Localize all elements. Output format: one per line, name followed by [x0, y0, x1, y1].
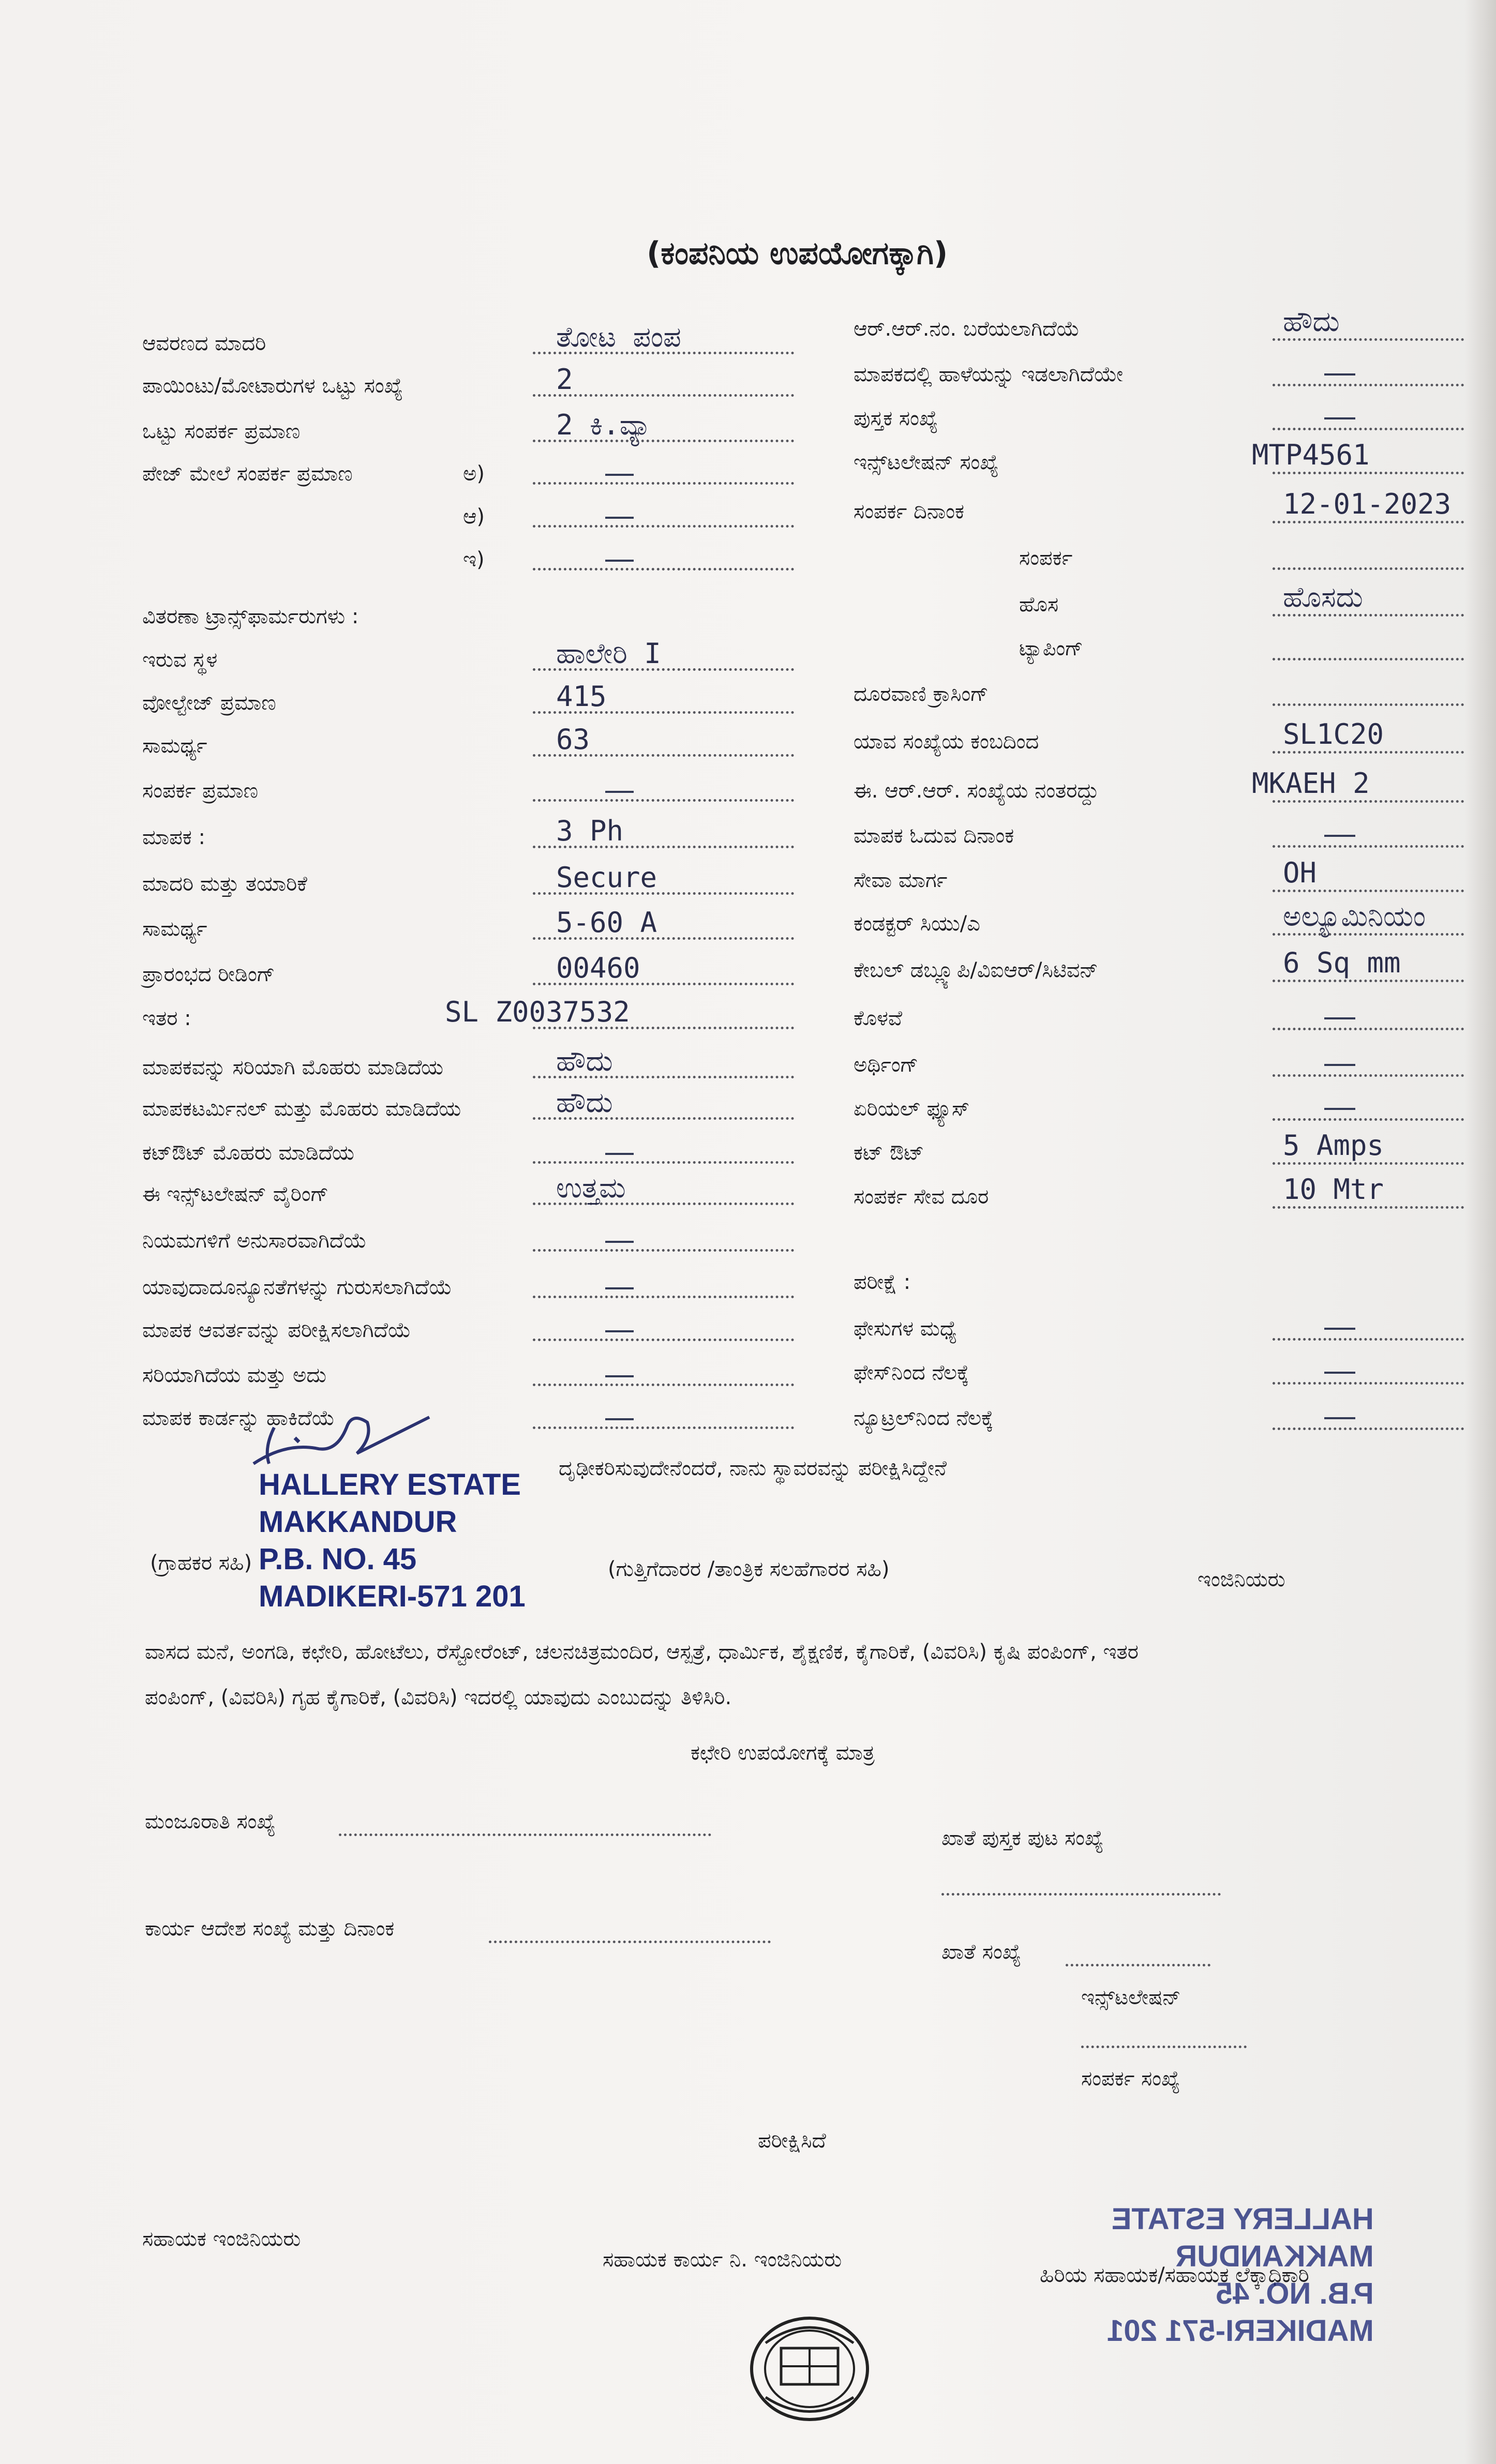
office-use-heading: ಕಛೇರಿ ಉಪಯೋಗಕ್ಕೆ ಮಾತ್ರ	[691, 1741, 875, 1765]
blank-dash	[605, 1241, 634, 1243]
blank-dash	[605, 560, 634, 562]
fill-line	[1273, 338, 1464, 341]
field-label: ಪುಸ್ತಕ ಸಂಖ್ಯೆ	[854, 407, 938, 430]
blank-dash	[605, 517, 634, 519]
field-label: ಸಂಪರ್ಕ ಸೇವ ದೂರ	[854, 1185, 989, 1209]
field-label: ಟ್ಯಾಪಿಂಗ್	[1019, 637, 1083, 660]
sub-item-label: ಆ)	[463, 505, 485, 529]
blank-dash	[1324, 1064, 1355, 1066]
field-label: ಮಾಪಕ :	[142, 825, 205, 849]
blank-dash	[1324, 1108, 1355, 1110]
handwritten-value: 5 Amps	[1283, 1129, 1384, 1162]
field-label: ಮಾದರಿ ಮತ್ತು ತಯಾರಿಕೆ	[142, 872, 307, 896]
fill-line	[1273, 890, 1464, 892]
blank-dash	[1324, 1328, 1355, 1330]
field-label: ಏರಿಯಲ್ ಫ್ಯೂಸ್	[854, 1097, 970, 1121]
account-book-page-label: ಖಾತೆ ಪುಸ್ತಕ ಪುಟ ಸಂಖ್ಯೆ	[941, 1826, 1104, 1850]
fill-line	[1273, 933, 1464, 936]
stamp-line: HALLERY ESTATE	[1111, 2202, 1374, 2236]
fill-line	[1273, 751, 1464, 754]
fill-line	[1273, 1074, 1464, 1077]
fill-line	[533, 1161, 794, 1164]
field-label: ಸಾಮರ್ಥ್ಯ	[142, 734, 207, 758]
handwritten-value: 12-01-2023	[1283, 488, 1452, 520]
fill-line	[1273, 1118, 1464, 1121]
blank-dash	[605, 1330, 634, 1332]
usage-type-text-line1: ವಾಸದ ಮನೆ, ಅಂಗಡಿ, ಕಛೇರಿ, ಹೋಟೆಲು, ರೆಸ್ಟೋರೆಂಟ್, ಚಲನಚಿತ್ರಮಂದಿರ, ಆಸ್ಪತ್ರೆ, ಧಾರ್ಮಿಕ, ಶೈಕ್ಷಣಿಕ, ಕೈಗಾರಿಕೆ, (ವಿವರಿಸಿ) ಕೃಷಿ ಪಂಪಿಂಗ್, ಇತರ	[145, 1640, 1139, 1664]
blank-dash	[1324, 1017, 1355, 1019]
installation-line	[1081, 2046, 1247, 2048]
field-label: ಆರ್.ಆರ್.ನಂ. ಬರೆಯಲಾಗಿದೆಯೆ	[854, 317, 1080, 341]
fill-line	[533, 568, 794, 570]
blank-dash	[1324, 1372, 1355, 1374]
blank-dash	[1324, 1417, 1355, 1419]
customer-signature-label: (ಗ್ರಾಹಕರ ಸಹಿ)	[150, 1551, 252, 1575]
account-number-label: ಖಾತೆ ಸಂಖ್ಯೆ	[941, 1940, 1021, 1964]
blank-dash	[1324, 417, 1355, 419]
field-label: ಕೊಳವೆ	[854, 1006, 903, 1030]
fill-line	[533, 1296, 794, 1298]
assistant-engineer-label: ಸಹಾಯಕ ಇಂಜಿನಿಯರು	[142, 2227, 301, 2251]
fill-line	[1273, 1162, 1464, 1165]
estate-stamp-right	[1107, 2201, 1374, 2350]
handwritten-value: ಹೌದು	[556, 1086, 613, 1119]
handwritten-value: ಉತ್ತಮ	[556, 1171, 626, 1204]
field-label: ನ್ಯೂಟ್ರಲ್‌ನಿಂದ ನೆಲಕ್ಕೆ	[854, 1406, 994, 1430]
handwritten-value: ಹೌದು	[556, 1045, 613, 1077]
company-emblem-icon	[745, 2312, 874, 2426]
handwritten-value: 415	[556, 680, 607, 713]
handwritten-value: OH	[1283, 857, 1317, 889]
fill-line	[533, 1249, 794, 1252]
blank-dash	[1324, 373, 1355, 375]
fill-line	[1273, 521, 1464, 523]
handwritten-value: Secure	[556, 861, 657, 894]
account-book-page-line	[941, 1893, 1221, 1896]
account-number-line	[1066, 1964, 1210, 1966]
blank-dash	[605, 1375, 634, 1377]
field-label: ಆವರಣದ ಮಾದರಿ	[142, 332, 266, 355]
field-label: ಪಾಯಿಂಟು/ಮೋಟಾರುಗಳ ಒಟ್ಟು ಸಂಖ್ಯೆ	[142, 374, 403, 398]
handwritten-value: 00460	[556, 952, 640, 984]
field-label: ಮಾಪಕದಲ್ಲಿ ಹಾಳೆಯನ್ನು ಇಡಲಾಗಿದೆಯೇ	[854, 363, 1124, 386]
handwritten-value: 10 Mtr	[1283, 1173, 1384, 1206]
field-label: ಮಾಪಕ ಓದುವ ದಿನಾಂಕ	[854, 824, 1014, 848]
stamp-line: MADIKERI-571 201	[259, 1580, 526, 1613]
field-label: ಯಾವ ಸಂಖ್ಯೆಯ ಕಂಬದಿಂದ	[854, 730, 1039, 754]
handwritten-value: 5-60 A	[556, 906, 657, 939]
fill-line	[1273, 472, 1464, 474]
field-label: ಫೇಸುಗಳ ಮಧ್ಯೆ	[854, 1317, 957, 1341]
field-label: ನಿಯಮಗಳಿಗೆ ಅನುಸಾರವಾಗಿದೆಯೆ	[142, 1229, 367, 1253]
field-label: ಈ ಇನ್ಸ್‌ಟಲೇಷನ್ ವೈರಿಂಗ್	[142, 1182, 329, 1206]
field-label: ಸರಿಯಾಗಿದೆಯ ಮತ್ತು ಅದು	[142, 1363, 326, 1387]
fill-line	[533, 1339, 794, 1341]
blank-dash	[605, 1418, 634, 1420]
field-label: ಈ. ಆರ್.ಆರ್. ಸಂಖ್ಯೆಯ ನಂತರದ್ದು	[854, 779, 1099, 803]
fill-line	[1273, 567, 1464, 570]
handwritten-value: MTP4561	[1252, 439, 1370, 471]
handwritten-value: 2	[556, 363, 573, 396]
field-label: ಸಾಮರ್ಥ್ಯ	[142, 917, 207, 941]
field-label: ಸೇವಾ ಮಾರ್ಗ	[854, 868, 948, 892]
usage-type-text-line2: ಪಂಪಿಂಗ್, (ವಿವರಿಸಿ) ಗೃಹ ಕೈಗಾರಿಕೆ, (ವಿವರಿಸಿ) ಇದರಲ್ಲಿ ಯಾವುದು ಎಂಬುದನ್ನು ತಿಳಿಸಿರಿ.	[145, 1686, 732, 1709]
form-title: (ಕಂಪನಿಯ ಉಪಯೋಗಕ್ಕಾಗಿ)	[647, 235, 948, 272]
sanction-number-line	[339, 1834, 711, 1836]
sub-item-label: ಅ)	[463, 462, 485, 486]
sub-item-label: ಇ)	[463, 548, 485, 572]
fill-line	[1273, 800, 1464, 803]
field-label: ಸಂಪರ್ಕ	[1019, 546, 1073, 570]
fill-line	[1273, 980, 1464, 982]
contractor-signature-label: (ಗುತ್ತಿಗೆದಾರರ /ತಾಂತ್ರಿಕ ಸಲಹೆಗಾರರ ಸಹಿ)	[608, 1557, 890, 1581]
fill-line	[1273, 703, 1464, 706]
field-label: ಕಂಡಕ್ಟರ್ ಸಿಯು/ಎ	[854, 912, 980, 936]
blank-dash	[605, 1287, 634, 1289]
field-label: ಅರ್ಥಿಂಗ್	[854, 1053, 919, 1077]
engineer-label: ಇಂಜಿನಿಯರು	[1198, 1568, 1285, 1591]
field-label: ಫೇಸ್‌ನಿಂದ ನೆಲಕ್ಕೆ	[854, 1361, 969, 1385]
field-label: ದೂರವಾಣಿ ಕ್ರಾಸಿಂಗ್	[854, 682, 989, 706]
blank-dash	[605, 1153, 634, 1155]
field-label: ಒಟ್ಟು ಸಂಪರ್ಕ ಪ್ರಮಾಣ	[142, 419, 301, 443]
handwritten-value: MKAEH 2	[1252, 767, 1370, 800]
fill-line	[1273, 658, 1464, 660]
fill-line	[1273, 1028, 1464, 1030]
field-label: ಕೇಬಲ್ ಡಬ್ಲ್ಯೂಪಿ/ವಿಐಆರ್/ಸಿಟಿವನ್	[854, 958, 1098, 982]
field-label: ಮಾಪಕ ಕಾರ್ಡನ್ನು ಹಾಕಿದೆಯೆ	[142, 1406, 335, 1430]
checked-label: ಪರೀಕ್ಷಿಸಿದೆ	[758, 2129, 826, 2153]
connection-number-label: ಸಂಪರ್ಕ ಸಂಖ್ಯೆ	[1081, 2067, 1180, 2091]
handwritten-value: SL1C20	[1283, 718, 1384, 750]
stamp-line: MAKKANDUR	[1175, 2240, 1374, 2273]
field-label: ಕಟ್‌ಔಟ್ ಮೊಹರು ಮಾಡಿದೆಯ	[142, 1141, 354, 1165]
senior-accounts-officer-label: ಹಿರಿಯ ಸಹಾಯಕ/ಸಹಾಯಕ ಲೆಕ್ಕಾಧಿಕಾರಿ	[1040, 2263, 1309, 2287]
blank-dash	[605, 474, 634, 476]
field-label: ಸಂಪರ್ಕ ಪ್ರಮಾಣ	[142, 779, 258, 803]
paper-edge-shadow	[1465, 0, 1496, 2464]
handwritten-value: ಹಾಲೇರಿ I	[556, 637, 661, 670]
fill-line	[533, 1384, 794, 1386]
fill-line	[1273, 384, 1464, 386]
fill-line	[533, 525, 794, 528]
field-label: ಕಟ್ ಔಟ್	[854, 1141, 924, 1165]
assistant-executive-engineer-label: ಸಹಾಯಕ ಕಾರ್ಯ ನಿ. ಇಂಜಿನಿಯರು	[603, 2248, 842, 2272]
field-label: ವಿತರಣಾ ಟ್ರಾನ್ಸ್‌ಫಾರ್ಮರುಗಳು :	[142, 605, 359, 628]
handwritten-value: 6 Sq mm	[1283, 946, 1401, 979]
field-label: ಮಾಪಕ ಆವರ್ತವನ್ನು ಪರೀಕ್ಷಿಸಲಾಗಿದೆಯೆ	[142, 1318, 411, 1342]
field-label: ಇನ್ಸ್‌ಟಲೇಷನ್ ಸಂಖ್ಯೆ	[854, 450, 999, 474]
work-order-label: ಕಾರ್ಯ ಆದೇಶ ಸಂಖ್ಯೆ ಮತ್ತು ದಿನಾಂಕ	[145, 1917, 395, 1941]
stamp-line: P.B. NO. 45	[1216, 2277, 1374, 2310]
handwritten-value: ಹೊಸದು	[1283, 581, 1363, 613]
fill-line	[1273, 1428, 1464, 1430]
field-label: ಪರೀಕ್ಷೆ :	[854, 1270, 911, 1294]
fill-line	[1273, 428, 1464, 430]
field-label: ಪ್ರಾರಂಭದ ರೀಡಿಂಗ್	[142, 963, 275, 986]
fill-line	[533, 1426, 794, 1429]
handwritten-value: 2 ಕಿ.ವ್ಯಾ	[556, 409, 651, 441]
work-order-line	[489, 1941, 771, 1943]
estate-stamp-left	[259, 1466, 526, 1615]
field-label: ಪೇಜ್ ಮೇಲೆ ಸಂಪರ್ಕ ಪ್ರಮಾಣ	[142, 462, 353, 486]
stamp-line: MADIKERI-571 201	[1107, 2314, 1374, 2348]
fill-line	[1273, 1206, 1464, 1209]
field-label: ಇರುವ ಸ್ಥಳ	[142, 648, 218, 672]
sanction-number-label: ಮಂಜೂರಾತಿ ಸಂಖ್ಯೆ	[145, 1810, 276, 1834]
stamp-line: P.B. NO. 45	[259, 1542, 417, 1576]
stamp-line: HALLERY ESTATE	[259, 1468, 521, 1501]
field-label: ಮಾಪಕಟರ್ಮಿನಲ್ ಮತ್ತು ಮೊಹರು ಮಾಡಿದೆಯ	[142, 1097, 461, 1121]
handwritten-value: ಅಲ್ಯೂಮಿನಿಯಂ	[1283, 900, 1426, 933]
field-label: ಯಾವುದಾದೂನ್ಯೂನತೆಗಳನ್ನು ಗುರುಸಲಾಗಿದೆಯೆ	[142, 1275, 452, 1299]
fill-line	[1273, 1338, 1464, 1341]
field-label: ವೋಲ್ಟೇಜ್ ಪ್ರಮಾಣ	[142, 691, 276, 715]
handwritten-value: SL Z0037532	[445, 996, 630, 1028]
fill-line	[1273, 614, 1464, 617]
field-label: ಸಂಪರ್ಕ ದಿನಾಂಕ	[854, 500, 964, 523]
handwritten-value: 3 Ph	[556, 815, 624, 847]
fill-line	[1273, 845, 1464, 848]
fill-line	[1273, 1382, 1464, 1385]
fill-line	[533, 799, 794, 802]
field-label: ಮಾಪಕವನ್ನು ಸರಿಯಾಗಿ ಮೊಹರು ಮಾಡಿದೆಯ	[142, 1056, 443, 1079]
handwritten-value: ತೋಟ ಪಂಪ	[556, 321, 681, 353]
installation-label: ಇನ್ಸ್‌ಟಲೇಷನ್	[1081, 1986, 1181, 2009]
stamp-line: MAKKANDUR	[259, 1505, 457, 1539]
handwritten-value: 63	[556, 723, 590, 756]
blank-dash	[605, 791, 634, 793]
field-label: ಹೊಸ	[1019, 593, 1059, 617]
blank-dash	[1324, 835, 1355, 837]
fill-line	[533, 482, 794, 485]
certification-text: ದೃಢೀಕರಿಸುವುದೇನೆಂದರೆ, ನಾನು ಸ್ಥಾವರವನ್ನು ಪರೀಕ್ಷಿಸಿದ್ದೇನೆ	[559, 1456, 947, 1480]
field-label: ಇತರ :	[142, 1006, 191, 1030]
handwritten-value: ಹೌದು	[1283, 305, 1340, 338]
